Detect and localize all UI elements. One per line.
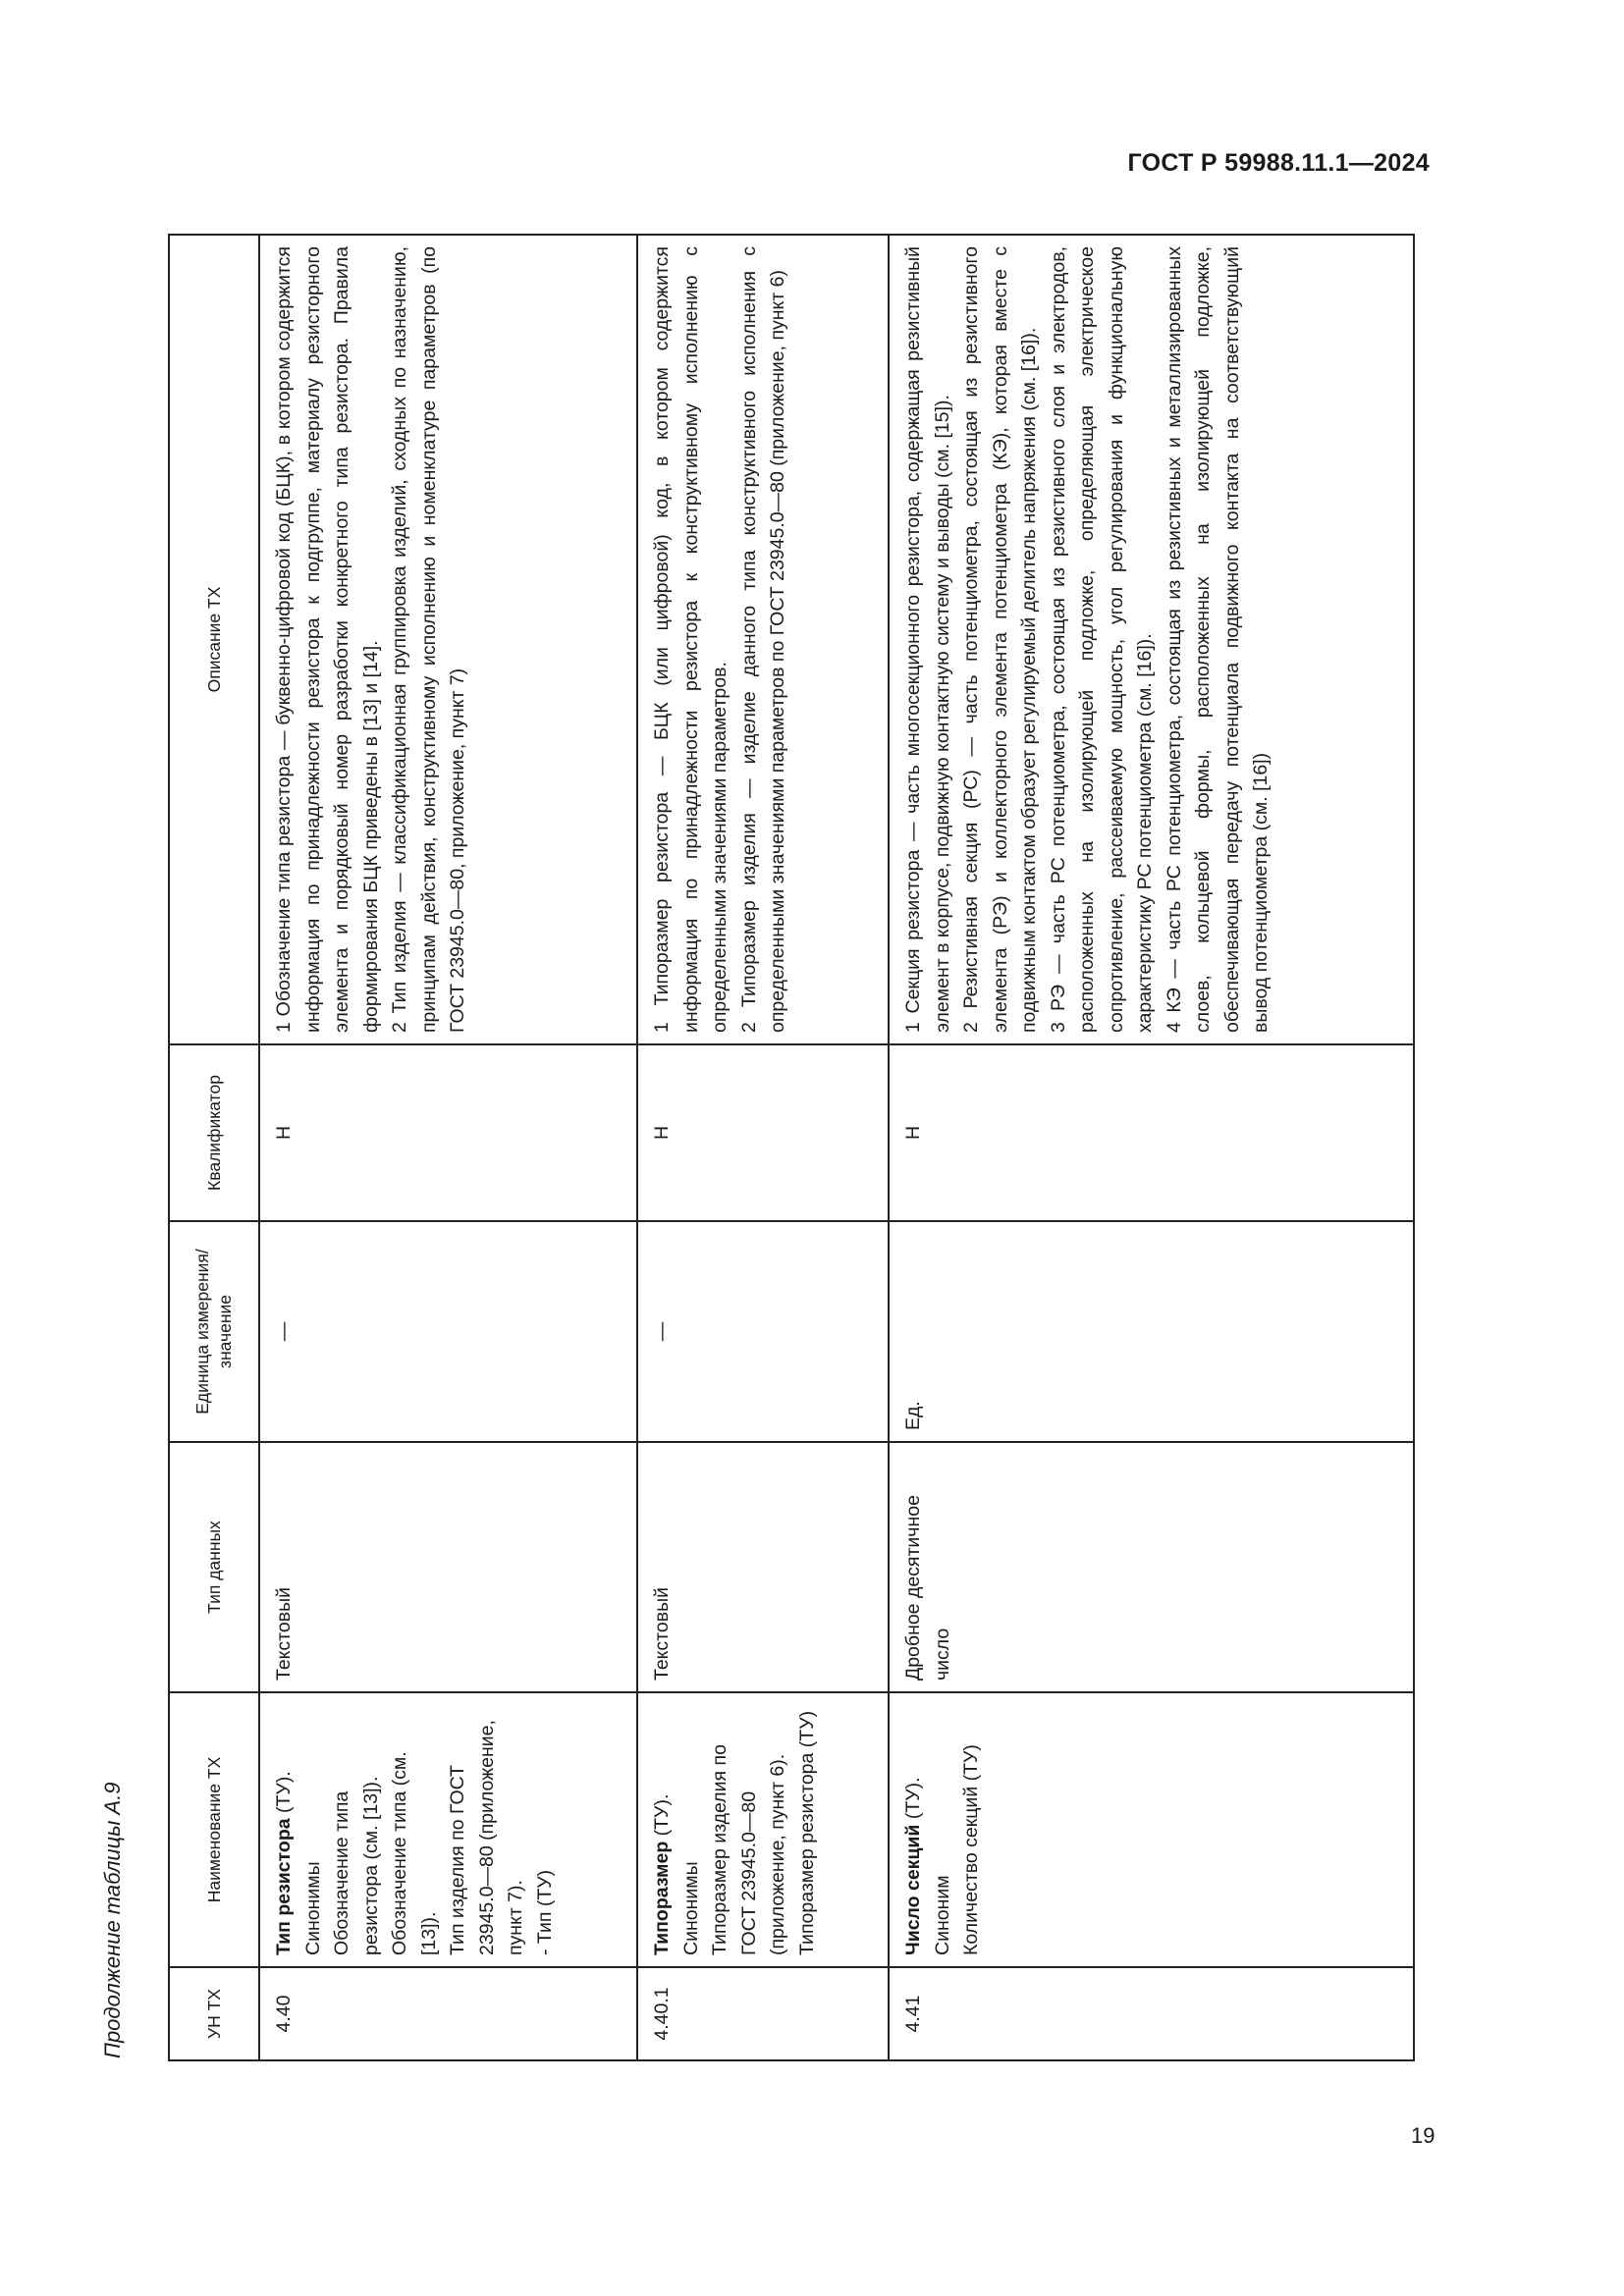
row-name-line: Синонимы xyxy=(679,1861,702,1955)
row-name xyxy=(637,1692,889,1967)
row-name-line: Синонимы xyxy=(301,1861,324,1955)
table-row xyxy=(889,235,1414,2060)
row-name-line: Количество секций (ТУ) xyxy=(960,1744,982,1955)
row-name-primary: Тип резистора xyxy=(273,1818,295,1955)
col-header-id: УН ТХ xyxy=(169,1967,259,2060)
row-description-item: 1 Типоразмер резистора — БЦК (или цифровой) код, в котором содержится информация по принадлежности резистора к конструктивному исполнению с определенными значениями параметров. xyxy=(651,246,731,1033)
row-id: 4.40 xyxy=(259,1967,637,2060)
row-description-item: 2 Типоразмер изделия — изделие данного типа конструктивного исполнения с определенными значениями параметров по ГОСТ 23945.0—80 (приложение, пункт 6) xyxy=(737,246,788,1033)
row-name-line: Синоним xyxy=(931,1875,953,1955)
row-name-line: Типоразмер резистора (ТУ) xyxy=(795,1710,818,1955)
row-description-item: 1 Секция резистора — часть многосекционного резистора, содержащая резистивный элемент в корпусе, подвижную контактную систему и выводы (см. [15]). xyxy=(902,246,953,1033)
row-description-item: 2 Резистивная секция (РС) — часть потенциометра, состоящая из резистивного элемента (РЭ) и коллекторного элемента потенциометра (КЭ), которая вместе с подвижным контактом образует регулируемый делитель напряжения (см. [16]). xyxy=(960,246,1040,1033)
row-name-primary: Типоразмер xyxy=(651,1841,673,1955)
row-name xyxy=(889,1692,1414,1967)
row-description-item: 4 КЭ — часть РС потенциометра, состоящая из резистивных и металлизированных слоев, кольцевой формы, расположенных на изолирующей подложке, обеспечивающая передачу потенциала подвижного контакта на соответствующий вывод потенциометра (см. [16]) xyxy=(1163,246,1272,1033)
row-description-item: 2 Тип изделия — классификационная группировка изделий, сходных по назначению, принципам действия, конструктивному исполнению и номенклатуре параметров (по ГОСТ 23945.0—80, приложение, пункт 7) xyxy=(389,246,468,1033)
row-name-suffix: (ТУ). xyxy=(651,1793,673,1842)
characteristics-table xyxy=(168,234,1415,2061)
row-description-item: 3 РЭ — часть РС потенциометра, состоящая из резистивного слоя и электродов, расположенных на изолирующей подложке, определяющая электрическое сопротивление, рассеиваемую мощность, угол регулирования и функциональную характеристику РС потенциометра (см. [16]). xyxy=(1047,246,1156,1033)
table-row xyxy=(637,235,889,2060)
table-caption: Продолжение таблицы А.9 xyxy=(100,1782,125,2058)
table-row xyxy=(259,235,637,2060)
row-qualifier: Н xyxy=(259,1044,637,1221)
row-name xyxy=(259,1692,637,1967)
col-header-description: Описание ТХ xyxy=(169,235,259,1044)
row-unit: — xyxy=(637,1221,889,1442)
row-qualifier: Н xyxy=(637,1044,889,1221)
row-qualifier: Н xyxy=(889,1044,1414,1221)
row-description xyxy=(889,235,1414,1044)
table-header-row xyxy=(169,235,259,2060)
row-name-line: Тип изделия по ГОСТ 23945.0—80 (приложение, пункт 7). xyxy=(447,1720,526,1955)
col-header-unit: Единица измерения/ значение xyxy=(169,1221,259,1442)
row-name-line: Типоразмер изделия по ГОСТ 23945.0—80 (приложение, пункт 6). xyxy=(709,1744,788,1955)
row-name-suffix: (ТУ). xyxy=(273,1771,295,1819)
col-header-name: Наименование ТХ xyxy=(169,1692,259,1967)
row-data-type: Дробное десятичное число xyxy=(889,1442,1414,1692)
row-unit: — xyxy=(259,1221,637,1442)
row-name-suffix: (ТУ). xyxy=(902,1777,924,1825)
row-id: 4.40.1 xyxy=(637,1967,889,2060)
row-description xyxy=(259,235,637,1044)
row-data-type: Текстовый xyxy=(637,1442,889,1692)
row-name-line: Обозначение типа резистора (см. [13]). xyxy=(331,1776,382,1955)
col-header-qualifier: Квалификатор xyxy=(169,1044,259,1221)
col-header-data-type: Тип данных xyxy=(169,1442,259,1692)
row-description-item: 1 Обозначение типа резистора — буквенно-цифровой код (БЦК), в котором содержится информация по принадлежности резистора к подгруппе, материалу резисторного элемента и порядковый номер разработки конкретного типа резистора. Правила формирования БЦК приведены в [13] и [14]. xyxy=(273,246,382,1033)
row-unit: Ед. xyxy=(889,1221,1414,1442)
row-data-type: Текстовый xyxy=(259,1442,637,1692)
row-name-line: - Тип (ТУ) xyxy=(533,1869,556,1955)
row-id: 4.41 xyxy=(889,1967,1414,2060)
document-title: ГОСТ Р 59988.11.1—2024 xyxy=(1127,149,1430,177)
row-description xyxy=(637,235,889,1044)
row-name-primary: Число секций xyxy=(902,1824,924,1955)
rotated-table-wrapper xyxy=(168,236,1415,2061)
row-name-line: Обозначение типа (см. [13]). xyxy=(389,1751,440,1955)
page-number: 19 xyxy=(1411,2123,1435,2148)
